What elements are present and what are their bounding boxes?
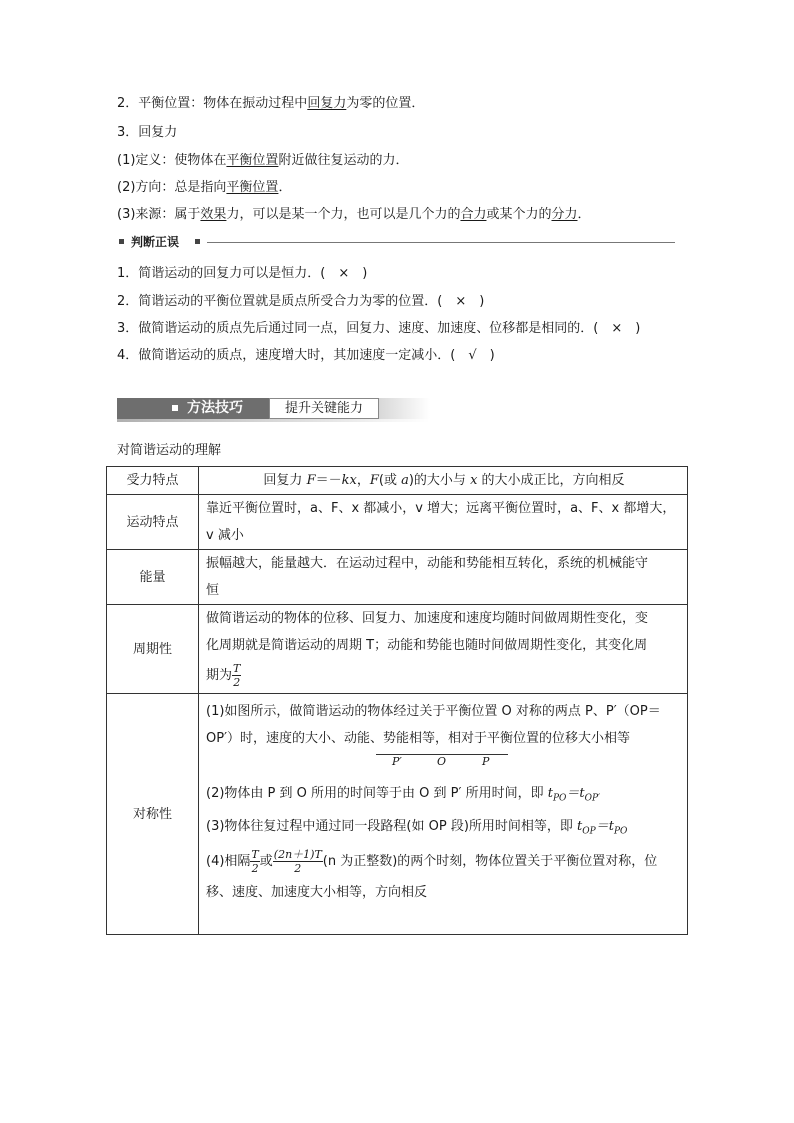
item-2-term: 平衡位置 (138, 96, 191, 111)
def-suffix: 附近做往复运动的力． (278, 153, 409, 168)
text-line: 振幅越大，能量越大．在运动过程中，动能和势能相互转化，系统的机械能守 (206, 556, 649, 571)
text: ＝－ (315, 473, 342, 488)
square-bullet-icon (119, 239, 124, 244)
fraction-numerator: T (233, 662, 241, 675)
text-line (206, 845, 682, 879)
judge-item-1: 1．简谐运动的回复力可以是恒力．( × ) (117, 266, 368, 281)
divider (207, 242, 675, 243)
text-line: 化周期就是简谐运动的周期 T；动能和势能也随时间做周期性变化，其变化周 (206, 638, 648, 653)
method-banner (117, 398, 430, 422)
table-title: 对简谐运动的理解 (117, 443, 222, 458)
judge-item-2: 2．简谐运动的平衡位置就是质点所受合力为零的位置．( × ) (117, 294, 485, 309)
axis-label-p: P (482, 755, 490, 768)
banner-fade (379, 398, 430, 419)
banner-subtitle: 提升关键能力 (269, 398, 379, 419)
text: F (306, 473, 316, 488)
text-line: 恒 (206, 583, 220, 598)
table-row (107, 605, 688, 694)
math: t (577, 818, 583, 834)
banner-underbar (117, 419, 430, 422)
fraction-denominator: 2 (251, 862, 259, 876)
table-row (107, 467, 688, 495)
dir-prefix: (2)方向：总是指向 (117, 180, 227, 195)
table-row (107, 550, 688, 605)
row-key-period: 周期性 (107, 605, 199, 694)
math: ＝t (595, 818, 614, 834)
text: kx (341, 473, 357, 488)
shm-table (106, 466, 688, 935)
src-underlined-3: 分力 (551, 207, 578, 222)
text: a (401, 473, 409, 488)
row-value-energy (199, 550, 688, 605)
text: (4)相隔 (206, 854, 251, 870)
text: F (369, 473, 379, 488)
banner-title: 方法技巧 (187, 400, 243, 416)
def-line (117, 152, 408, 170)
text-line: OP′）时，速度的大小、动能、势能相等，相对于平衡位置的位移大小相等 (206, 731, 631, 746)
math-subscript: OP (582, 826, 596, 837)
dir-underlined: 平衡位置 (226, 180, 279, 195)
judge-item-4: 4．做简谐运动的质点，速度增大时，其加速度一定减小．( √ ) (117, 348, 495, 363)
src-mid-2: 或某个力的 (486, 207, 552, 222)
row-key-motion: 运动特点 (107, 495, 199, 550)
dir-line (117, 179, 291, 197)
table-row (107, 694, 688, 935)
judge-label: 判断正误 (131, 235, 180, 249)
fraction-numerator: T (251, 848, 259, 862)
square-bullet-icon (172, 405, 178, 411)
text: (3)物体往复过程中通过同一段路程(如 OP 段)所用时间相等，即 (206, 818, 578, 834)
text-line: 靠近平衡位置时，a、F、x 都减小，v 增大；远离平衡位置时，a、F、x 都增大， (206, 501, 676, 516)
fraction (232, 662, 241, 689)
item-2-text: ：物体在振动过程中 (190, 96, 308, 111)
item-3-title: 3．回复力 (117, 125, 178, 140)
row-key-force: 受力特点 (107, 467, 199, 495)
axis-label-p-prime: P′ (392, 755, 402, 768)
def-prefix: (1)定义：使物体在 (117, 153, 227, 168)
text-line: 移、速度、加速度大小相等，方向相反 (206, 885, 428, 901)
row-key-energy: 能量 (107, 550, 199, 605)
row-key-symmetry: 对称性 (107, 694, 199, 935)
text-line (206, 659, 682, 693)
judge-item-3: 3．做简谐运动的质点先后通过同一点，回复力、速度、加速度、位移都是相同的．( × ) (117, 321, 641, 336)
axis-label-o: O (437, 755, 447, 768)
src-line (117, 206, 591, 224)
dir-suffix: ． (278, 180, 292, 195)
text: 的大小成正比，方向相反 (477, 473, 625, 488)
src-underlined-1: 效果 (200, 207, 227, 222)
row-value-period (199, 605, 688, 694)
text: (n 为正整数)的两个时刻，物体位置关于平衡位置对称，位 (322, 854, 658, 870)
position-axis-diagram (206, 752, 682, 780)
def-underlined: 平衡位置 (226, 153, 279, 168)
math-subscript: PO (613, 826, 628, 837)
text-line: (1)如图所示，做简谐运动的物体经过关于平衡位置 O 对称的两点 P、P′（OP＝ (206, 704, 661, 719)
text: (或 (378, 473, 402, 488)
text-line (206, 813, 682, 846)
square-bullet-icon (195, 239, 200, 244)
text: 期为 (206, 668, 233, 683)
row-value-force (199, 467, 688, 495)
text: (2)物体由 P 到 O 所用的时间等于由 O 到 P′ 所用时间，即 (206, 786, 548, 801)
text: )的大小与 (408, 473, 471, 488)
fraction (250, 848, 259, 875)
src-mid-1: 力，可以是某一个力，也可以是几个力的 (226, 207, 461, 222)
src-suffix: ． (577, 207, 591, 222)
math: t (547, 786, 553, 801)
math-subscript: PO (552, 793, 567, 804)
text: 回复力 (263, 473, 307, 488)
item-2-equilibrium (117, 95, 424, 113)
item-2-suffix: 为零的位置． (346, 96, 425, 111)
fraction (273, 848, 323, 875)
text: 或 (259, 854, 273, 870)
text-line: v 减小 (206, 528, 244, 543)
row-value-symmetry (199, 694, 688, 935)
fraction-denominator: 2 (294, 862, 302, 876)
text: x (470, 473, 478, 488)
row-value-motion (199, 495, 688, 550)
judge-header (117, 234, 675, 250)
src-prefix: (3)来源：属于 (117, 207, 201, 222)
table-row (107, 495, 688, 550)
src-underlined-2: 合力 (460, 207, 487, 222)
text-line: 做简谐运动的物体的位移、回复力、加速度和速度均随时间做周期性变化，变 (206, 611, 649, 626)
fraction-denominator: 2 (233, 676, 241, 689)
fraction-numerator: (2n＋1)T (273, 848, 322, 862)
math: ＝t (566, 786, 585, 801)
item-2-prefix: 2． (117, 96, 139, 111)
item-2-underlined: 回复力 (307, 96, 347, 111)
text-line (206, 780, 682, 813)
math-subscript: OP′ (584, 793, 601, 804)
text: ， (356, 473, 370, 488)
